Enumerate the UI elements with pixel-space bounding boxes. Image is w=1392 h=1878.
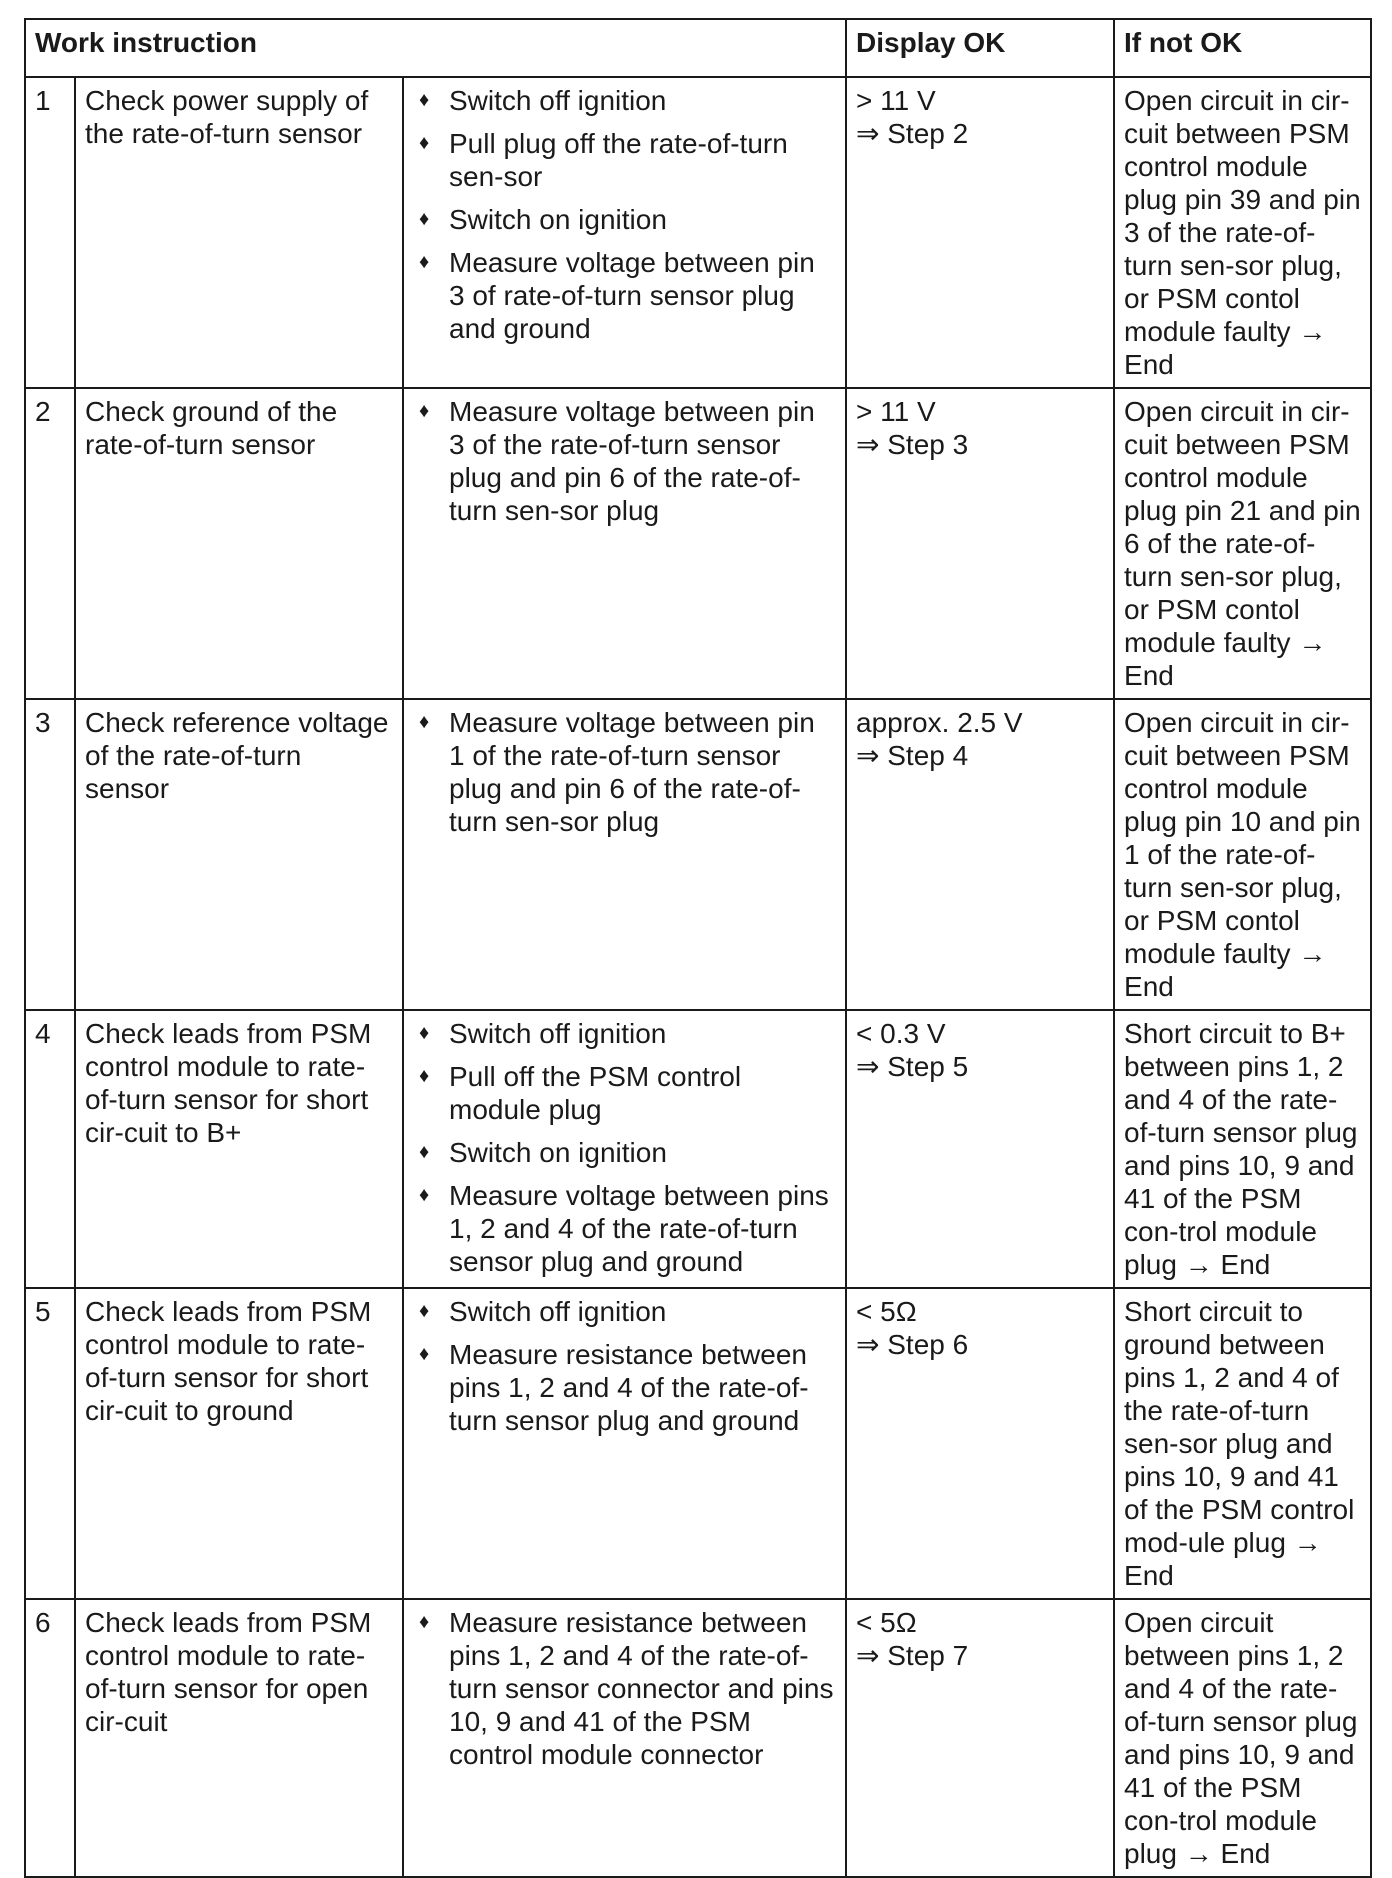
procedure-steps bbox=[403, 1599, 846, 1877]
header-display-ok: Display OK bbox=[846, 19, 1114, 77]
diamond-bullet-icon: ♦ bbox=[419, 251, 430, 273]
check-description: Check leads from PSM control module to rate-of-turn sensor for short cir-cuit to B+ bbox=[75, 1010, 403, 1288]
diamond-bullet-icon: ♦ bbox=[419, 1065, 430, 1087]
step-number: 4 bbox=[25, 1010, 75, 1288]
header-if-not-ok: If not OK bbox=[1114, 19, 1371, 77]
expected-value: < 0.3 V bbox=[856, 1018, 946, 1049]
step-text: Pull plug off the rate-of-turn sen-sor bbox=[449, 128, 788, 192]
step-number: 6 bbox=[25, 1599, 75, 1877]
step-text: Switch off ignition bbox=[449, 1296, 667, 1327]
step-text: Measure voltage between pin 1 of the rate-of-turn sensor plug and pin 6 of the rate-of-turn sen-sor plug bbox=[449, 707, 815, 837]
expected-value: > 11 V bbox=[856, 85, 936, 116]
table-row bbox=[25, 77, 1371, 388]
step-number: 5 bbox=[25, 1288, 75, 1599]
diamond-bullet-icon: ♦ bbox=[419, 132, 430, 154]
expected-value: approx. 2.5 V bbox=[856, 707, 1023, 738]
step-text: Measure voltage between pin 3 of the rate-of-turn sensor plug and pin 6 of the rate-of-turn sen-sor plug bbox=[449, 396, 815, 526]
steps-list bbox=[413, 706, 836, 838]
table-row bbox=[25, 1288, 1371, 1599]
step-number: 3 bbox=[25, 699, 75, 1010]
diamond-bullet-icon: ♦ bbox=[419, 1022, 430, 1044]
list-item bbox=[413, 1295, 836, 1328]
if-not-ok-cell: Open circuit in cir-cuit between PSM control module plug pin 10 and pin 1 of the rate-of-turn sen-sor plug, or PSM contol module faulty → End bbox=[1114, 699, 1371, 1010]
list-item bbox=[413, 1136, 836, 1169]
list-item bbox=[413, 246, 836, 345]
table-row bbox=[25, 1010, 1371, 1288]
list-item bbox=[413, 84, 836, 117]
list-item bbox=[413, 1606, 836, 1771]
diamond-bullet-icon: ♦ bbox=[419, 208, 430, 230]
procedure-steps bbox=[403, 388, 846, 699]
diamond-bullet-icon: ♦ bbox=[419, 1300, 430, 1322]
procedure-steps bbox=[403, 699, 846, 1010]
list-item bbox=[413, 395, 836, 527]
diamond-bullet-icon: ♦ bbox=[419, 400, 430, 422]
display-ok-cell bbox=[846, 699, 1114, 1010]
diamond-bullet-icon: ♦ bbox=[419, 1611, 430, 1633]
diamond-bullet-icon: ♦ bbox=[419, 1184, 430, 1206]
next-step: ⇒ Step 5 bbox=[856, 1051, 969, 1082]
if-not-ok-cell: Open circuit in cir-cuit between PSM control module plug pin 39 and pin 3 of the rate-of-turn sen-sor plug, or PSM contol module faulty → End bbox=[1114, 77, 1371, 388]
list-item bbox=[413, 127, 836, 193]
procedure-steps bbox=[403, 77, 846, 388]
table-row bbox=[25, 699, 1371, 1010]
check-description: Check ground of the rate-of-turn sensor bbox=[75, 388, 403, 699]
step-text: Switch on ignition bbox=[449, 1137, 667, 1168]
display-ok-cell bbox=[846, 77, 1114, 388]
expected-value: > 11 V bbox=[856, 396, 936, 427]
step-number: 1 bbox=[25, 77, 75, 388]
step-number: 2 bbox=[25, 388, 75, 699]
diamond-bullet-icon: ♦ bbox=[419, 711, 430, 733]
table-row bbox=[25, 388, 1371, 699]
check-description: Check reference voltage of the rate-of-turn sensor bbox=[75, 699, 403, 1010]
next-step: ⇒ Step 3 bbox=[856, 429, 969, 460]
display-ok-cell bbox=[846, 1010, 1114, 1288]
steps-list bbox=[413, 1017, 836, 1278]
table-header-row bbox=[25, 19, 1371, 77]
steps-list bbox=[413, 1295, 836, 1437]
header-work-instruction: Work instruction bbox=[25, 19, 846, 77]
check-description: Check leads from PSM control module to rate-of-turn sensor for open cir-cuit bbox=[75, 1599, 403, 1877]
steps-list bbox=[413, 395, 836, 527]
steps-list bbox=[413, 84, 836, 345]
if-not-ok-cell: Open circuit in cir-cuit between PSM control module plug pin 21 and pin 6 of the rate-of-turn sen-sor plug, or PSM contol module faulty → End bbox=[1114, 388, 1371, 699]
list-item bbox=[413, 1338, 836, 1437]
procedure-steps bbox=[403, 1288, 846, 1599]
step-text: Pull off the PSM control module plug bbox=[449, 1061, 742, 1125]
check-description: Check power supply of the rate-of-turn sensor bbox=[75, 77, 403, 388]
check-description: Check leads from PSM control module to rate-of-turn sensor for short cir-cuit to ground bbox=[75, 1288, 403, 1599]
step-text: Measure resistance between pins 1, 2 and 4 of the rate-of-turn sensor plug and ground bbox=[449, 1339, 809, 1436]
steps-list bbox=[413, 1606, 836, 1771]
table-row bbox=[25, 1599, 1371, 1877]
if-not-ok-cell: Short circuit to B+ between pins 1, 2 and 4 of the rate-of-turn sensor plug and pins 10, 9 and 41 of the PSM con-trol module plug → End bbox=[1114, 1010, 1371, 1288]
display-ok-cell bbox=[846, 388, 1114, 699]
next-step: ⇒ Step 4 bbox=[856, 740, 969, 771]
list-item bbox=[413, 203, 836, 236]
work-instruction-table bbox=[24, 18, 1372, 1878]
display-ok-cell bbox=[846, 1288, 1114, 1599]
table-body bbox=[25, 77, 1371, 1877]
list-item bbox=[413, 1060, 836, 1126]
next-step: ⇒ Step 2 bbox=[856, 118, 969, 149]
procedure-steps bbox=[403, 1010, 846, 1288]
step-text: Switch on ignition bbox=[449, 204, 667, 235]
if-not-ok-cell: Short circuit to ground between pins 1, 2 and 4 of the rate-of-turn sen-sor plug and pins 10, 9 and 41 of the PSM control mod-ule plug → End bbox=[1114, 1288, 1371, 1599]
step-text: Measure voltage between pins 1, 2 and 4 of the rate-of-turn sensor plug and ground bbox=[449, 1180, 829, 1277]
step-text: Measure resistance between pins 1, 2 and 4 of the rate-of-turn sensor connector and pins 10, 9 and 41 of the PSM control module connector bbox=[449, 1607, 834, 1770]
step-text: Measure voltage between pin 3 of rate-of-turn sensor plug and ground bbox=[449, 247, 815, 344]
expected-value: < 5Ω bbox=[856, 1296, 917, 1327]
next-step: ⇒ Step 6 bbox=[856, 1329, 969, 1360]
next-step: ⇒ Step 7 bbox=[856, 1640, 969, 1671]
expected-value: < 5Ω bbox=[856, 1607, 917, 1638]
diamond-bullet-icon: ♦ bbox=[419, 1343, 430, 1365]
display-ok-cell bbox=[846, 1599, 1114, 1877]
step-text: Switch off ignition bbox=[449, 1018, 667, 1049]
list-item bbox=[413, 706, 836, 838]
if-not-ok-cell: Open circuit between pins 1, 2 and 4 of the rate-of-turn sensor plug and pins 10, 9 and 41 of the PSM con-trol module plug → End bbox=[1114, 1599, 1371, 1877]
list-item bbox=[413, 1017, 836, 1050]
diamond-bullet-icon: ♦ bbox=[419, 89, 430, 111]
step-text: Switch off ignition bbox=[449, 85, 667, 116]
list-item bbox=[413, 1179, 836, 1278]
diamond-bullet-icon: ♦ bbox=[419, 1141, 430, 1163]
